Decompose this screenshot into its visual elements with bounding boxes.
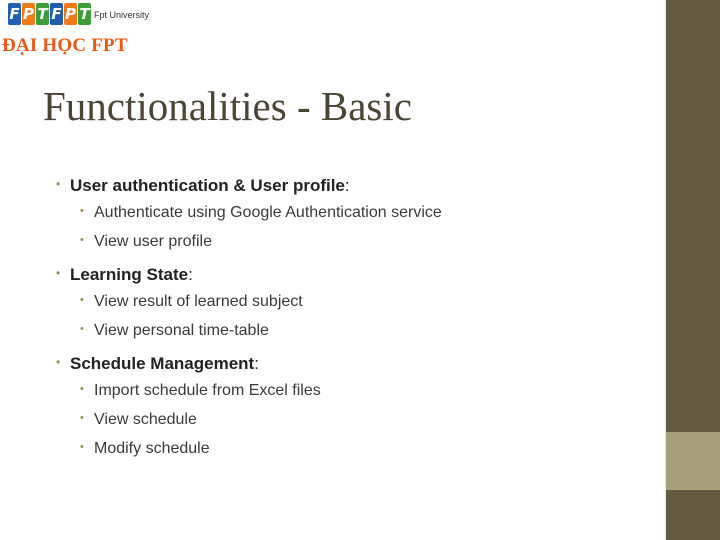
logo-block: F (9, 5, 20, 23)
section-heading: Learning State: (70, 265, 193, 284)
list-item (56, 204, 656, 233)
section-heading: User authentication & User profile: (70, 176, 350, 195)
list-item-text: Modify schedule (94, 440, 210, 457)
slide-title: Functionalities - Basic (43, 83, 412, 129)
bullet-icon: • (80, 323, 84, 335)
logo-block: T (79, 5, 90, 23)
bullet-list (56, 173, 656, 469)
list-item-section (56, 265, 656, 293)
bullet-icon: • (80, 205, 84, 217)
bullet-icon: • (56, 266, 61, 280)
bullet-icon: • (80, 383, 84, 395)
list-item-text: View personal time-table (94, 322, 269, 339)
list-item-text: Authenticate using Google Authentication service (94, 204, 442, 221)
list-item (56, 293, 656, 322)
list-item (56, 233, 656, 262)
list-item-text: View result of learned subject (94, 293, 303, 310)
logo-block: F (51, 5, 62, 23)
sidebar-accent-block (666, 432, 720, 490)
list-item (56, 440, 656, 469)
bullet-icon: • (80, 412, 84, 424)
bullet-icon: • (56, 177, 61, 191)
list-item-section (56, 354, 656, 382)
section-heading: Schedule Management: (70, 354, 259, 373)
bullet-icon: • (80, 234, 84, 246)
list-item-text: View schedule (94, 411, 197, 428)
logo-university-name: Fpt University (94, 10, 150, 20)
logo-block: P (65, 5, 76, 23)
bullet-icon: • (56, 355, 61, 369)
bullet-icon: • (80, 441, 84, 453)
bullet-icon: • (80, 294, 84, 306)
list-item-text: Import schedule from Excel files (94, 382, 321, 399)
logo-tagline: ĐẠI HỌC FPT (2, 35, 128, 56)
list-item (56, 322, 656, 351)
list-item-text: View user profile (94, 233, 212, 250)
list-item-section (56, 176, 656, 204)
fpt-logo (2, 3, 168, 57)
list-item (56, 411, 656, 440)
logo-block: T (37, 5, 48, 23)
list-item (56, 382, 656, 411)
logo-block: P (23, 5, 34, 23)
